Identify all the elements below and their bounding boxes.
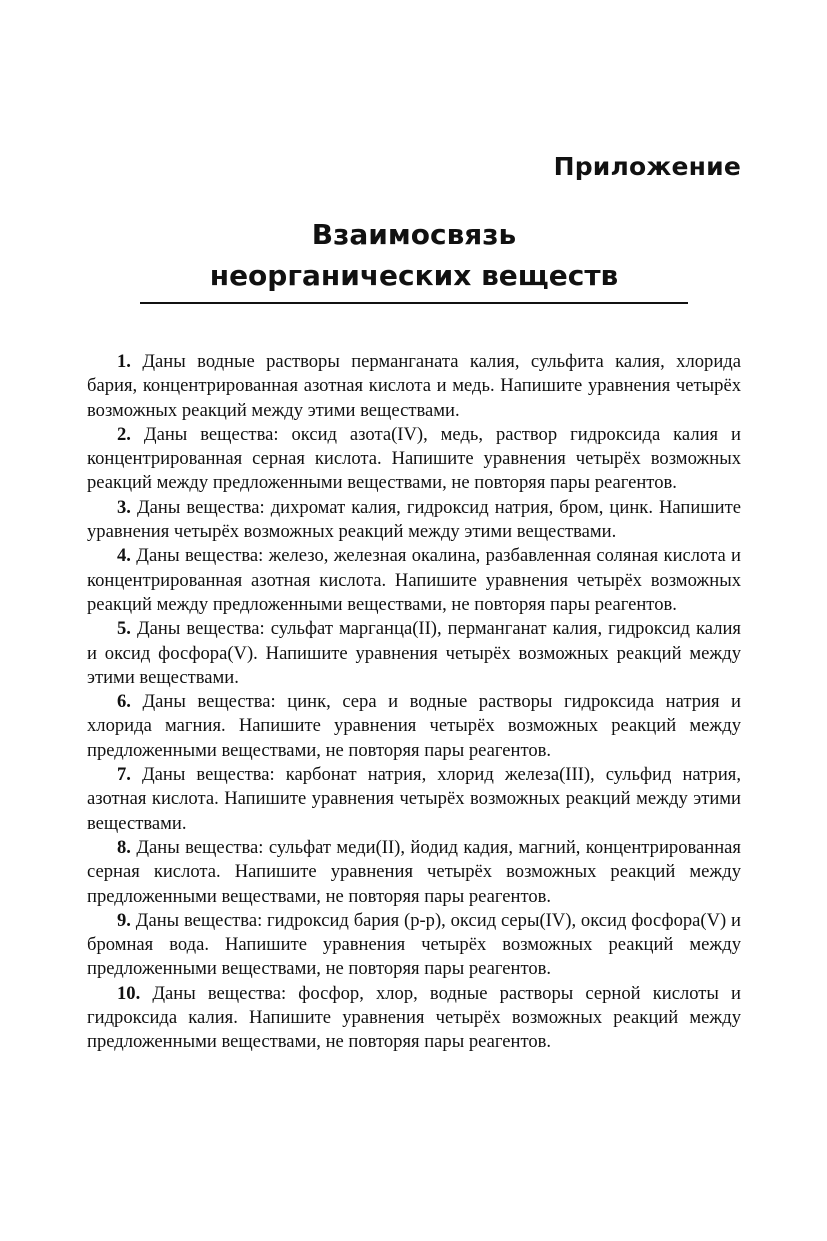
task-number: 8. (117, 836, 131, 858)
task-number: 6. (117, 691, 131, 713)
task-text: Даны вещества: сульфат меди(II), йодид кадия, магний, концентрированная серная кислота. Напишите уравнения четырёх возможных реакций между предложенными веществами, не повторяя пары реагентов. (87, 836, 741, 907)
task-number: 4. (117, 545, 131, 567)
task-text: Даны водные растворы перманганата калия, сульфита калия, хлорида бария, концентрированная азотная кислота и медь. Напишите уравнения четырёх возможных реакций между этими веществами. (87, 351, 741, 421)
task-number: 2. (117, 423, 131, 445)
task-list (87, 350, 741, 1055)
title-divider (140, 302, 688, 304)
task-item (87, 690, 741, 763)
task-text: Даны вещества: карбонат натрия, хлорид железа(III), сульфид натрия, азотная кислота. Напишите уравнения четырёх возможных реакций между этими веществами. (87, 764, 741, 834)
task-text: Даны вещества: железо, железная окалина, разбавленная соляная кислота и концентрированная азотная кислота. Напишите уравнения четырёх возможных реакций между предложенными веществами, не повторяя пары реагентов. (87, 545, 741, 615)
appendix-label: Приложение (553, 152, 741, 181)
task-text: Даны вещества: цинк, сера и водные растворы гидроксида натрия и хлорида магния. Напишите уравнения четырёх возможных реакций между предложенными веществами, не повторяя пары реагентов. (87, 691, 741, 761)
task-text: Даны вещества: сульфат марганца(II), перманганат калия, гидроксид калия и оксид фосфора(V). Напишите уравнения четырёх возможных реакций между этими веществами. (87, 618, 741, 688)
task-text: Даны вещества: гидроксид бария (р-р), оксид серы(IV), оксид фосфора(V) и бромная вода. Напишите уравнения четырёх возможных реакций между предложенными веществами, не повторяя пары реагентов. (87, 909, 741, 980)
task-number: 10. (117, 982, 141, 1004)
task-number: 9. (117, 909, 131, 931)
task-text: Даны вещества: фосфор, хлор, водные растворы серной кислоты и гидроксида калия. Напишите уравнения четырёх возможных реакций между предложенными веществами, не повторяя пары реагентов. (87, 982, 741, 1053)
task-item (87, 617, 741, 690)
task-item (87, 350, 741, 423)
page-title-line-2: неорганических веществ (209, 259, 619, 292)
task-item (87, 544, 741, 617)
task-number: 7. (117, 764, 131, 786)
page-title (140, 214, 688, 296)
task-item (87, 982, 741, 1055)
task-text: Даны вещества: оксид азота(IV), медь, раствор гидроксида калия и концентрированная серная кислота. Напишите уравнения четырёх возможных реакций между предложенными веществами, не повторяя пары реагентов. (87, 423, 741, 494)
task-text: Даны вещества: дихромат калия, гидроксид натрия, бром, цинк. Напишите уравнения четырёх возможных реакций между этими веществами. (87, 496, 741, 543)
page-title-line-1: Взаимосвязь (311, 218, 517, 251)
task-item (87, 496, 741, 545)
task-number: 1. (117, 351, 131, 372)
task-item (87, 836, 741, 909)
task-number: 3. (117, 496, 131, 518)
task-number: 5. (117, 618, 131, 640)
task-item (87, 909, 741, 982)
task-item (87, 423, 741, 496)
task-item (87, 763, 741, 836)
